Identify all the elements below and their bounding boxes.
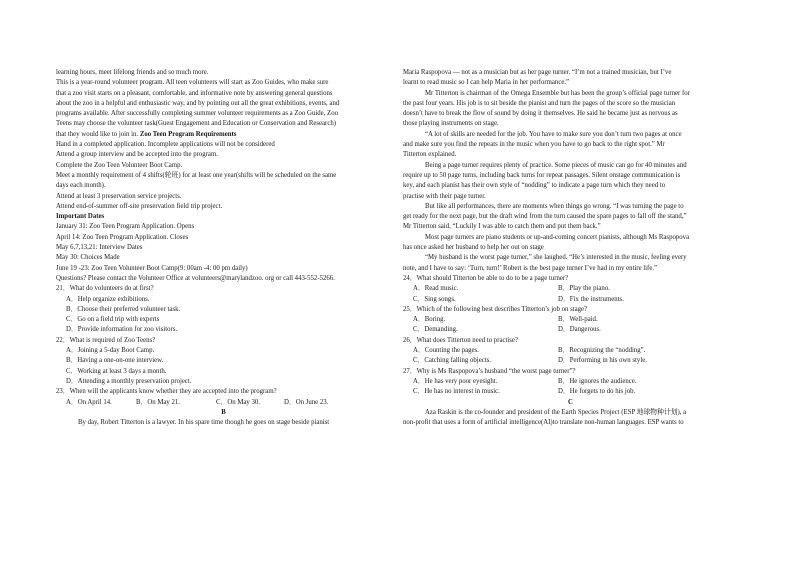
option: C．Go on a field trip with experts [66,316,160,324]
text-line: learnt to read music so I can help Maria in her performance.” [403,79,570,87]
option: B．Having a one-on-one interview. [66,357,164,365]
text-line: Titterton explained. [403,151,457,159]
option-row [403,377,738,387]
text-line: has once asked her husband to help her out on stage [403,244,544,252]
contact-line: Questions? Please contact the Volunteer Office at volunteers@marylandzoo. org or call 443-552-5266. [56,274,335,282]
option: B．Choose their preferred volunteer task. [66,305,181,313]
date-item: June 19 -23: Zoo Teen Volunteer Boot Camp(9: 00am -4: 00 pm daily) [56,264,248,272]
question-25-stem: 25．Which of the following best describes Titterton’s job on stage? [403,305,588,313]
text-line: non-profit that uses a form of artificial intelligence(AI)to translate non-human languages. ESP wants to [403,419,684,427]
requirement-item: Attend end-of-summer off-site preservation field trip project. [56,202,223,210]
question-24-stem: 24．What should Titterton be able to do to be a page turner? [403,274,569,282]
option: D．Dangerous. [558,326,601,334]
option: D．Provide information for zoo visitors. [66,326,178,334]
question-23-stem: 23．When will the applicants know whether they are accepted into the program? [56,388,277,396]
option: C．He has no interest in music. [413,388,500,396]
requirement-item: Hand in a completed application. Incomplete applications will not be considered [56,141,275,149]
option: B．Play the piano. [558,285,610,293]
requirement-item: Attend a group interview and be accepted into the program. [56,151,218,159]
text-line: Mr Titterton said, “Luckily I was able to catch them and put them back.” [403,223,601,231]
option: A．He has very poor eyesight. [413,377,498,385]
option-row [403,387,738,397]
question-27-stem: 27．Why is Ms Raspopova’s husband “the worst page turner”? [403,367,576,375]
option: C．Sing songs. [413,295,456,303]
text-line: the past four years. His job is to sit beside the pianist and turn the pages of the score so the musician [403,99,676,107]
text-line: But like all performances, there are moments when things go wrong. “I was turning the page to [425,202,684,210]
text-line: note, and I have to say: ‘Turn, turn!’ Robert is the best page turner I’ve had in my entire life.” [403,264,658,272]
text-line: and make sure you find the repeats in the music when you have to go back to the right spot.” Mr [403,141,665,149]
option: D．Performing in his own style. [558,357,647,365]
text-line: Being a page turner requires plenty of practice. Some pieces of music can go for 40 minutes and [425,161,687,169]
text-line: Teens may choose the volunteer task(Guest Engagement and Education or Conservation and Research) [56,120,336,128]
text-line: Maria Raspopova — not as a musician but as her page turner. “I’m not a trained musician, but I’ve [403,69,672,76]
option: A．Help organize exhibitions. [66,295,150,303]
option: A．On April 14. [66,398,112,406]
option: B．He ignores the audience. [558,377,637,385]
option-row [403,325,738,335]
requirement-item: Complete the Zoo Teen Volunteer Boot Camp. [56,161,183,169]
text-line: require up to 50 page turns, including back turns for repeat passages. Silent onstage communication is [403,171,681,179]
option: C．Demanding. [413,326,458,334]
left-column [56,68,391,428]
option-row [403,295,738,305]
option: C．Working at least 3 days a month. [66,367,167,375]
requirement-item: days each month). [56,182,106,190]
option: B．Recognizing the “nodding”. [558,347,646,355]
date-item: May 30: Choices Made [56,254,120,262]
question-22-stem: 22．What is required of Zoo Teens? [56,336,156,344]
text-line: practise with their page turner. [403,192,486,200]
option: A．Read music. [413,285,459,293]
section-b-heading: B [221,408,226,416]
date-item: April 14: Zoo Teen Program Application. Closes [56,233,189,241]
question-26-stem: 26．What does Titterton need to practise? [403,336,518,344]
option: A．Boring. [413,316,446,324]
option: A．Joining a 5-day Boot Camp. [66,347,155,355]
option-row [403,315,738,325]
text-line: that a zoo visit starts on a pleasant, comfortable, and informative note by answering general questions [56,89,333,97]
option-row [403,356,738,366]
text-line: get ready for the next page, but the draft wind from the turn caused the spare pages to fall off the stand,” [403,213,687,221]
requirements-heading: Zoo Teen Program Requirements [139,130,237,138]
option: D．Fix the instruments. [558,295,624,303]
text-line: learning hours, meet lifelong friends and so much more. [56,69,209,76]
text-line: about the zoo in a helpful and enthusiastic way, and by pointing out all the great exhibitions, events, and [56,99,340,107]
option: B．On May 21. [136,398,180,406]
text-line: Most page turners are piano students or up-and-coming concert pianists, although Ms Raspopova [425,233,690,241]
date-item: January 31: Zoo Teen Program Application. Opens [56,223,195,231]
option-row [403,346,738,356]
text-line: those playing instruments on stage. [403,120,499,128]
requirements-lead: that they would like to join in. [56,130,139,138]
option: B．Well-paid. [558,316,598,324]
requirement-item: Attend at least 3 preservation service projects. [56,192,182,200]
right-column [403,68,738,428]
option: C．On May 30. [216,398,260,406]
text-line: This is a year-round volunteer program. All teen volunteers will start as Zoo Guides, who make sure [56,79,329,87]
option: A．Counting the pages. [413,347,479,355]
section-c-heading: C [568,398,573,406]
question-23-options [56,398,391,408]
text-line: “A lot of skills are needed for the job. You have to make sure you don’t turn two pages at once [425,130,682,138]
text-line: “My husband is the worst page turner,” she laughed. “He’s interested in the music, feeling every [425,254,687,262]
option: D．Attending a monthly preservation project. [66,377,192,385]
option: C．Catching falling objects. [413,357,491,365]
dates-heading: Important Dates [56,213,105,221]
question-21-stem: 21．What do volunteers do at first? [56,285,154,293]
option: D．He forgets to do his job. [558,388,636,396]
option: D．On June 23. [284,398,329,406]
text-line: By day, Robert Titterton is a lawyer. In his spare time though he goes on stage beside pianist [78,419,330,427]
option-row [403,284,738,294]
date-item: May 6,7,13,21: Interview Dates [56,244,143,252]
requirements-heading-line [56,130,391,140]
text-line: programs available. After successfully completing summer volunteer requirements as a Zoo Guide, Zoo [56,110,338,118]
text-line: Mr Titterton is chairman of the Omega Ensemble but has been the group’s official page turner for [425,89,690,97]
text-line: Aza Raskin is the co-founder and president of the Earth Species Project (ESP 地球物种计划), a [425,408,687,416]
text-line: doesn’t have to break the flow of sound by doing it themselves. He said he became just as nervous as [403,110,678,118]
requirement-item: Meet a monthly requirement of 4 shifts(轮班) for at least one year(shifts will be scheduled on the same [56,171,337,179]
text-line: key, and each pianist has their own style of “nodding” to indicate a page turn which they need to [403,182,666,190]
